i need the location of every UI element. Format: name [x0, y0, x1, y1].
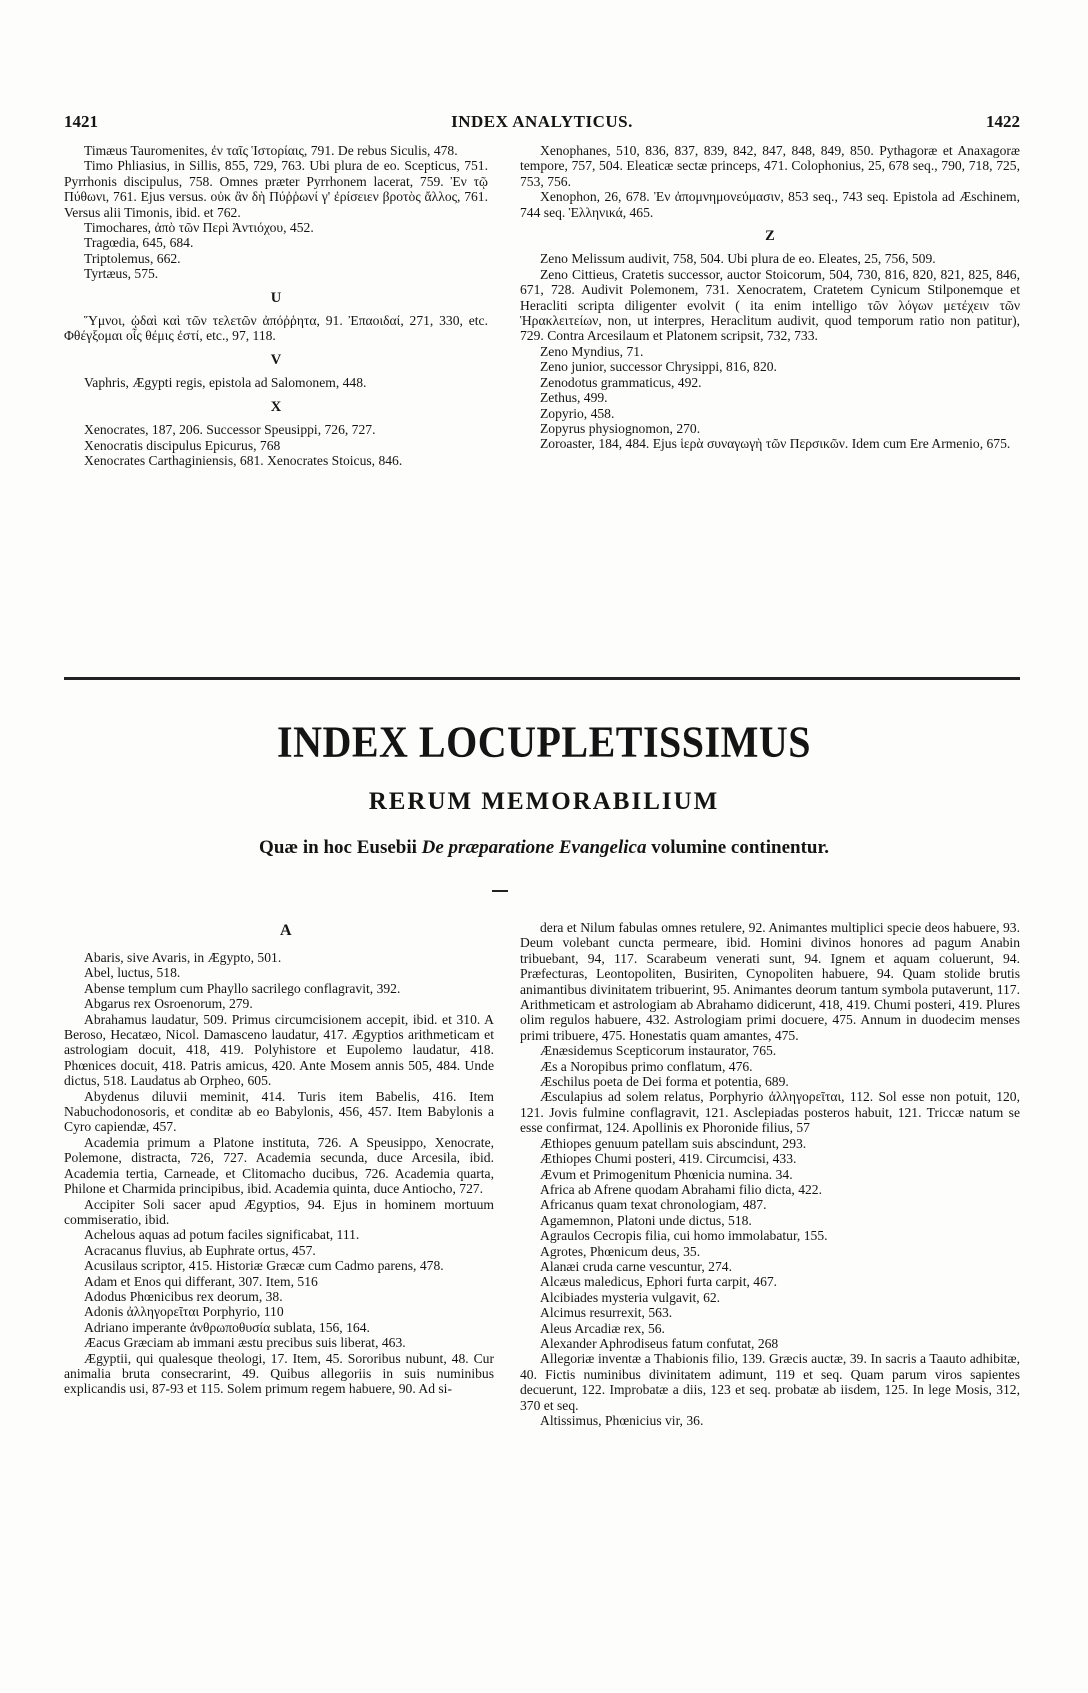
index-entry: Ægyptii, qui qualesque theologi, 17. Item, 45. Sororibus nubunt, 48. Cur animalia bruta consecrarint, 49. Quibus allegoriis in suis numinibus explicandis usi, 87-93 et 115. Solem primum regem habuere, 90. Ad si- [64, 1350, 494, 1397]
index-entry: Xenophon, 26, 678. Ἐν ἀπομνημονεύμασιν, 853 seq., 743 seq. Epistola ad Æschinem, 744 seq. Ἑλληνικά, 465. [520, 189, 1020, 220]
index-entry: Alcæus maledicus, Ephori furta carpit, 467. [540, 1274, 778, 1290]
index-entry: Timochares, ἀπὸ τῶν Περὶ Ἀντιόχου, 452. [84, 220, 314, 236]
index-subtitle: RERUM MEMORABILIUM [368, 788, 720, 815]
index-entry: Achelous aquas ad potum faciles significabat, 111. [84, 1227, 360, 1243]
description-prefix: Quæ in hoc Eusebii [259, 837, 422, 858]
index-entry: Acracanus fluvius, ab Euphrate ortus, 457. [84, 1242, 316, 1258]
index-entry: Æthiopes genuum patellam suis abscindunt, 293. [540, 1135, 807, 1151]
description-suffix: volumine continentur. [646, 837, 829, 858]
letter-heading: V [270, 351, 282, 368]
index-entry: dera et Nilum fabulas omnes retulere, 92. Animantes multiplici specie deos habuere, 93. Deum volebant cuncta permeare, ibid. Homini divinos honores ad pagum Anabin tribuebant, 94, 117. Scarabeum venerati sunt, 94. Ignem et aquam coluerunt, 94. Præfecturas, Leontopoliten, Busiriten, Cynopoliten habuere, 94. Quam stolide brutis animantibus divinitatem tribuerint, 95. Animantes deorum tantum symbola putaverunt, 117. Arithmeticam et astrologiam ab Abrahamo didicerunt, 418, 419. Chumi posteri, 419. Plures olim regulos habuere, 432. Astrologiam primi docuere, 475. Annum in duodecim menses primi tribuere, 475. Honestatis quam amantes, 475. [520, 920, 1020, 1043]
index-entry: Adonis ἀλληγορεῖται Porphyrio, 110 [84, 1304, 284, 1320]
index-entry: Alcimus resurrexit, 563. [540, 1305, 673, 1321]
left-page-number: 1421 [64, 112, 98, 131]
index-entry: Zenodotus grammaticus, 492. [540, 374, 702, 390]
index-entry: Xenophanes, 510, 836, 837, 839, 842, 847, 848, 849, 850. Pythagoræ et Anaxagoræ tempore, 757, 504. Eleaticæ sectæ princeps, 471. Colophonius, 25, 678 seq., 790, 718, 725, 753, 756. [520, 143, 1020, 189]
index-entry: Zethus, 499. [540, 390, 608, 406]
index-description [0, 837, 1088, 859]
running-title: INDEX ANALYTICUS. [451, 112, 633, 131]
index-entry: Æsculapius ad solem relatus, Porphyrio ἀλληγορεῖται, 112. Sol esse non potuit, 120, 121. Jovis fulmine conflagravit, 121. Asclepiadas posteros habuit, 121. Triccæ natum se esse confirmat, 124. Apollinis ex Phoronide filius, 57 [520, 1089, 1020, 1136]
index-entry: Xenocrates, 187, 206. Successor Speusippi, 726, 727. [84, 422, 376, 438]
running-header [64, 112, 1020, 136]
index-entry: Abrahamus laudatur, 509. Primus circumcisionem accepit, ibid. et 310. A Beroso, Hecatæo, Nicol. Damasceno laudatur, 417. Ægyptios arithmeticam et astrologiam docuit, 418, 419. Polyhistore et Eupolemo laudatur, 418. Phœnices docuit, 418. Patris amicus, 420. Ante Mosem annis 505, 484. Unde dictus, 518. Laudatus ab Orpheo, 605. [64, 1011, 494, 1089]
index-entry: Timæus Tauromenites, ἐν ταῖς Ἱστορίαις, 791. De rebus Siculis, 478. [84, 143, 458, 158]
index-entry: Xenocrates Carthaginiensis, 681. Xenocrates Stoicus, 846. [84, 452, 403, 468]
index-entry: Zeno junior, successor Chrysippi, 816, 820. [540, 359, 777, 375]
index-entry: Academia primum a Platone instituta, 726. A Speusippo, Xenocrate, Polemone, distracta, 726, 727. Academia secunda, duce Arcesila, ibid. Academia tertia, Carneade, et Clitomacho ducibus, 726. Academia quarta, Philone et Charmida principibus, ibid. Academia quinta, duce Antiocho, 727. [64, 1134, 494, 1197]
index-entry: Africa ab Afrene quodam Abrahami filio dicta, 422. [540, 1181, 822, 1197]
index-entry: Abgarus rex Osroenorum, 279. [84, 996, 253, 1012]
upper-left-column [64, 143, 488, 468]
index-entry: Agamemnon, Platoni unde dictus, 518. [540, 1212, 752, 1228]
index-entry: Agraulos Cecropis filia, cui homo immolabatur, 155. [540, 1228, 828, 1244]
index-entry: Aleus Arcadiæ rex, 56. [540, 1320, 665, 1336]
index-entry: Allegoriæ inventæ a Thabionis filio, 139. Græcis auctæ, 39. In sacris a Taauto adhibitæ, 40. Fictis numinibus divinitatem adimunt, 119 et seq. Quam parum viros sapientes decuerunt, 122. Improbatæ a diis, 123 et seq. probatæ ab iisdem, 125. In lege Mosis, 312, 370 et seq. [520, 1351, 1020, 1413]
index-entry: Adam et Enos qui differant, 307. Item, 516 [84, 1273, 318, 1289]
index-entry: Zeno Myndius, 71. [540, 343, 644, 359]
letter-heading-a: A [280, 922, 292, 939]
index-entry: Ὕμνοι, ᾠδαὶ καὶ τῶν τελετῶν ἀπόῤῥητα, 91. Ἐπαοιδαί, 271, 330, etc. Φθέγξομαι οἷς θέμις ἐστί, etc., 97, 118. [64, 313, 488, 344]
index-entry: Alexander Aphrodiseus fatum confutat, 268 [540, 1335, 779, 1351]
lower-left-column [64, 950, 494, 1397]
index-entry: Æacus Græciam ab immani æstu precibus suis liberat, 463. [84, 1335, 406, 1351]
index-entry: Agrotes, Phœnicum deus, 35. [540, 1243, 701, 1259]
index-entry: Accipiter Soli sacer apud Ægyptios, 94. Ejus in hominem mortuum commiseratio, ibid. [64, 1196, 494, 1227]
description-work-title: De præparatione Evangelica [421, 837, 647, 858]
index-entry: Vaphris, Ægypti regis, epistola ad Salomonem, 448. [84, 375, 367, 391]
section-divider [64, 677, 1020, 680]
index-entry: Abydenus diluvii meminit, 414. Turis item Babelis, 416. Item Nabuchodonosoris, et conditæ ab eo Babylonis, 456, 457. Item Babylonis a Cyro capiendæ, 457. [64, 1088, 494, 1135]
letter-heading: U [270, 289, 282, 306]
index-entry: Acusilaus scriptor, 415. Historiæ Græcæ cum Cadmo parens, 478. [84, 1258, 444, 1274]
letter-heading: X [270, 398, 282, 415]
index-entry: Æs a Noropibus primo conflatum, 476. [540, 1058, 753, 1074]
short-rule [492, 890, 508, 892]
index-entry: Tyrtæus, 575. [84, 266, 159, 282]
index-entry: Tragœdia, 645, 684. [84, 235, 194, 251]
index-entry: Zopyrus physiognomon, 270. [540, 420, 701, 436]
index-entry: Alanæi cruda carne vescuntur, 274. [540, 1258, 732, 1274]
index-title: INDEX LOCUPLETISSIMUS [277, 716, 811, 767]
index-entry: Zoroaster, 184, 484. Ejus ἱερὰ συναγωγὴ τῶν Περσικῶν. Idem cum Ere Armenio, 675. [540, 436, 1011, 452]
index-entry: Zeno Cittieus, Cratetis successor, auctor Stoicorum, 504, 730, 816, 820, 821, 825, 846, 671, 728. Audivit Polemonem, 731. Xenocratem, Cratetem Cynicum Stilponemque et Heracliti scripta diligenter evolvit ( ita enim intelligo τῶν λόγων μετέχειν τῶν Ἡρακλειτείων, non, ut interpres, Heraclitum audivit, quod temporum ratio non patitur), 729. Contra Arcesilaum et Platonem scripsit, 732, 733. [520, 266, 1020, 344]
index-entry: Adodus Phœnicibus rex deorum, 38. [84, 1288, 283, 1304]
index-entry: Abense templum cum Phayllo sacrilego conflagravit, 392. [84, 980, 401, 996]
index-entry: Africanus quam texat chronologiam, 487. [540, 1197, 767, 1213]
index-entry: Timo Phliasius, in Sillis, 855, 729, 763. Ubi plura de eo. Scepticus, 751. Pyrrhonis discipulus, 758. Omnes præter Pyrrhonem lacerat, 759. Ἐν τῷ Πύθωνι, 761. Ejus versus. οὐκ ἂν δὴ Πύῤῥωνί γ' ἐρίσειεν βροτὸς ἄλλος, 761. Versus alii Timonis, ibid. et 762. [64, 158, 488, 220]
index-entry: Alcibiades mysteria vulgavit, 62. [540, 1289, 721, 1305]
index-entry: Ævum et Primogenitum Phœnicia numina. 34. [540, 1166, 793, 1182]
index-entry: Triptolemus, 662. [84, 250, 181, 266]
index-entry: Abel, luctus, 518. [84, 965, 181, 981]
lower-right-column [520, 920, 1020, 1428]
letter-heading: Z [765, 228, 775, 245]
index-entry: Abaris, sive Avaris, in Ægypto, 501. [84, 950, 282, 965]
index-entry: Æschilus poeta de Dei forma et potentia, 689. [540, 1074, 789, 1090]
index-entry: Altissimus, Phœnicius vir, 36. [540, 1413, 704, 1428]
index-entry: Zeno Melissum audivit, 758, 504. Ubi plura de eo. Eleates, 25, 756, 509. [540, 251, 936, 267]
index-entry: Adriano imperante ἀνθρωποθυσία sublata, 156, 164. [84, 1319, 370, 1335]
upper-right-column [520, 143, 1020, 452]
index-entry: Zopyrio, 458. [540, 405, 615, 421]
index-entry: Ænæsidemus Scepticorum instaurator, 765. [540, 1043, 777, 1059]
index-entry: Æthiopes Chumi posteri, 419. Circumcisi, 433. [540, 1151, 797, 1167]
right-page-number: 1422 [986, 112, 1020, 131]
index-entry: Xenocratis discipulus Epicurus, 768 [84, 437, 281, 453]
